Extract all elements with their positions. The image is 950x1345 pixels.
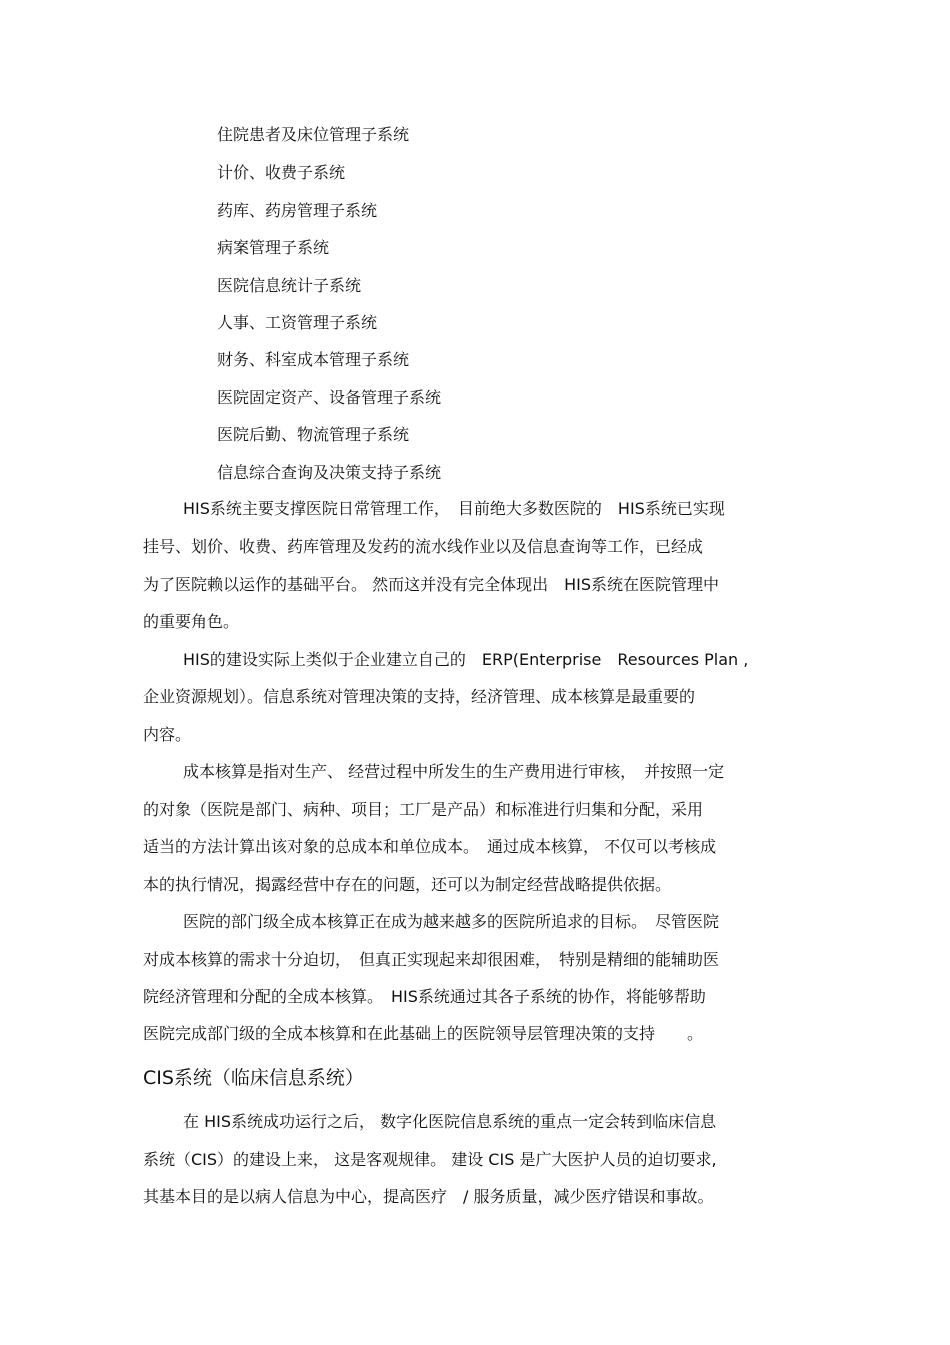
subsystem-item: 住院患者及床位管理子系统 (217, 125, 410, 144)
paragraph-line: 成本核算是指对生产、 经营过程中所发生的生产费用进行审核， 并按照一定 (183, 762, 725, 781)
subsystem-item: 财务、科室成本管理子系统 (217, 350, 410, 369)
section-heading: CIS系统（临床信息系统） (143, 1067, 364, 1089)
paragraph-line: 对成本核算的需求十分迫切， 但真正实现起来却很困难， 特别是精细的能辅助医 (143, 950, 720, 969)
subsystem-item: 计价、收费子系统 (217, 163, 346, 182)
paragraph-line: 内容。 (143, 725, 192, 744)
paragraph-line: 的对象（医院是部门、病种、项目；工厂是产品）和标准进行归集和分配，采用 (143, 800, 704, 819)
subsystem-item: 医院固定资产、设备管理子系统 (217, 388, 442, 407)
paragraph-line: 本的执行情况，揭露经营中存在的问题，还可以为制定经营战略提供依据。 (143, 875, 672, 894)
paragraph-line: 其基本目的是以病人信息为中心，提高医疗 / 服务质量，减少医疗错误和事故。 (143, 1187, 714, 1206)
paragraph-line: 企业资源规划）。信息系统对管理决策的支持，经济管理、成本核算是最重要的 (143, 687, 696, 706)
subsystem-item: 医院信息统计子系统 (217, 276, 362, 295)
paragraph-line: HIS系统主要支撑医院日常管理工作， 目前绝大多数医院的 HIS系统已实现 (183, 499, 725, 518)
paragraph-line: 医院完成部门级的全成本核算和在此基础上的医院领导层管理决策的支持 。 (143, 1024, 704, 1043)
paragraph-line: 院经济管理和分配的全成本核算。 HIS系统通过其各子系统的协作，将能够帮助 (143, 987, 706, 1006)
paragraph-line: 挂号、划价、收费、药库管理及发药的流水线作业以及信息查询等工作，已经成 (143, 537, 704, 556)
paragraph-line: 系统（CIS）的建设上来， 这是客观规律。 建设 CIS 是广大医护人员的迫切要求, (143, 1150, 717, 1169)
paragraph-line: HIS的建设实际上类似于企业建立自己的 ERP(Enterprise Resources Plan , (183, 650, 749, 669)
subsystem-item: 信息综合查询及决策支持子系统 (217, 463, 442, 482)
paragraph-line: 适当的方法计算出该对象的总成本和单位成本。 通过成本核算， 不仅可以考核成 (143, 837, 717, 856)
paragraph-line: 为了医院赖以运作的基础平台。 然而这并没有完全体现出 HIS系统在医院管理中 (143, 575, 719, 594)
paragraph-line: 医院的部门级全成本核算正在成为越来越多的医院所追求的目标。 尽管医院 (183, 912, 720, 931)
subsystem-item: 病案管理子系统 (217, 238, 330, 257)
subsystem-item: 医院后勤、物流管理子系统 (217, 425, 410, 444)
subsystem-item: 药库、药房管理子系统 (217, 201, 378, 220)
subsystem-item: 人事、工资管理子系统 (217, 313, 378, 332)
paragraph-line: 的重要角色。 (143, 612, 240, 631)
paragraph-line: 在 HIS系统成功运行之后， 数字化医院信息系统的重点一定会转到临床信息 (183, 1112, 717, 1131)
